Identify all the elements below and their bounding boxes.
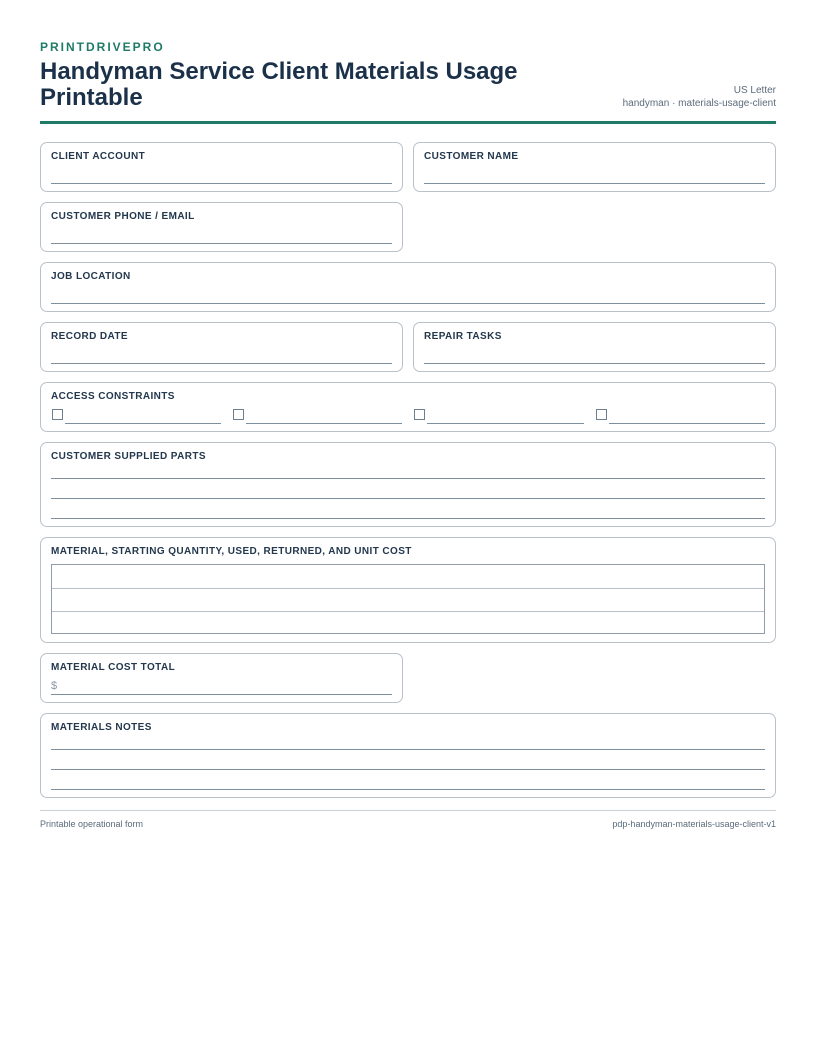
job-location-input[interactable] bbox=[51, 303, 765, 304]
customer-supplied-parts-line-2[interactable] bbox=[51, 498, 765, 499]
materials-notes-label: MATERIALS NOTES bbox=[51, 722, 152, 733]
customer-supplied-parts-field bbox=[40, 442, 776, 527]
customer-supplied-parts-line-3[interactable] bbox=[51, 518, 765, 519]
access-constraints-label: ACCESS CONSTRAINTS bbox=[51, 391, 175, 402]
client-account-input[interactable] bbox=[51, 183, 392, 184]
customer-contact-label: CUSTOMER PHONE / EMAIL bbox=[51, 211, 195, 222]
access-constraint-checkbox-4[interactable] bbox=[596, 409, 607, 420]
materials-table-row-divider bbox=[52, 588, 764, 589]
materials-notes-line-1[interactable] bbox=[51, 749, 765, 750]
repair-tasks-field bbox=[413, 322, 776, 372]
customer-contact-field bbox=[40, 202, 403, 252]
customer-name-input[interactable] bbox=[424, 183, 765, 184]
materials-table-label: MATERIAL, STARTING QUANTITY, USED, RETURNED, AND UNIT COST bbox=[51, 546, 412, 557]
access-constraint-checkbox-2[interactable] bbox=[233, 409, 244, 420]
page-title: Handyman Service Client Materials Usage Printable bbox=[40, 58, 518, 111]
record-date-label: RECORD DATE bbox=[51, 331, 128, 342]
customer-supplied-parts-label: CUSTOMER SUPPLIED PARTS bbox=[51, 451, 206, 462]
currency-symbol: $ bbox=[51, 680, 58, 692]
materials-notes-line-3[interactable] bbox=[51, 789, 765, 790]
access-constraint-line-4[interactable] bbox=[609, 423, 765, 424]
record-date-input[interactable] bbox=[51, 363, 392, 364]
repair-tasks-input[interactable] bbox=[424, 363, 765, 364]
record-date-field bbox=[40, 322, 403, 372]
access-constraint-line-1[interactable] bbox=[65, 423, 221, 424]
document-meta bbox=[623, 84, 776, 110]
customer-name-field bbox=[413, 142, 776, 192]
access-constraint-line-2[interactable] bbox=[246, 423, 402, 424]
materials-table-row-divider bbox=[52, 611, 764, 612]
customer-contact-input[interactable] bbox=[51, 243, 392, 244]
material-cost-total-label: MATERIAL COST TOTAL bbox=[51, 662, 176, 673]
repair-tasks-label: REPAIR TASKS bbox=[424, 331, 502, 342]
materials-notes-line-2[interactable] bbox=[51, 769, 765, 770]
job-location-label: JOB LOCATION bbox=[51, 271, 131, 282]
material-cost-total-input[interactable] bbox=[51, 694, 392, 695]
access-constraint-checkbox-3[interactable] bbox=[414, 409, 425, 420]
client-account-field bbox=[40, 142, 403, 192]
brand-logo-text: PRINTDRIVEPRO bbox=[40, 40, 165, 54]
customer-supplied-parts-line-1[interactable] bbox=[51, 478, 765, 479]
materials-table bbox=[51, 564, 765, 634]
job-location-field bbox=[40, 262, 776, 312]
header-divider bbox=[40, 121, 776, 124]
footer-form-id: pdp-handyman-materials-usage-client-v1 bbox=[612, 819, 776, 829]
material-cost-total-field bbox=[40, 653, 403, 703]
paper-size-label: US Letter bbox=[733, 85, 776, 96]
client-account-label: CLIENT ACCOUNT bbox=[51, 151, 146, 162]
materials-notes-field bbox=[40, 713, 776, 798]
materials-table-field bbox=[40, 537, 776, 643]
customer-name-label: CUSTOMER NAME bbox=[424, 151, 519, 162]
footer-left-text: Printable operational form bbox=[40, 819, 144, 829]
footer-divider bbox=[40, 810, 776, 811]
access-constraint-line-3[interactable] bbox=[427, 423, 584, 424]
access-constraints-field bbox=[40, 382, 776, 432]
category-label: handyman · materials-usage-client bbox=[622, 98, 776, 109]
access-constraint-checkbox-1[interactable] bbox=[52, 409, 63, 420]
